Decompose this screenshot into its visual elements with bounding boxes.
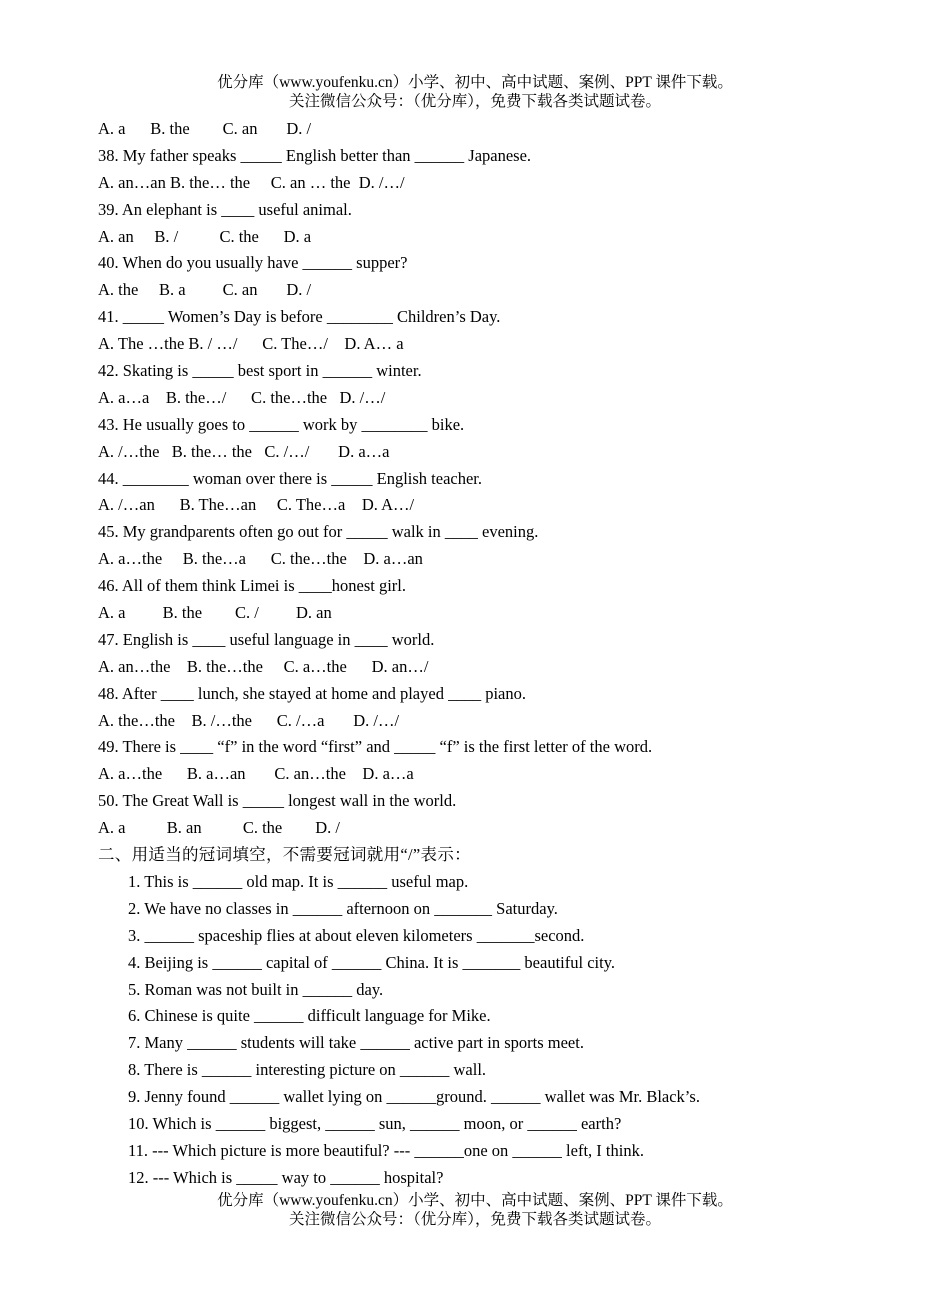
- question-41: 41. _____ Women’s Day is before ________ Children’s Day.: [98, 307, 501, 327]
- page-footer: [0, 1191, 950, 1229]
- question-45: 45. My grandparents often go out for _____ walk in ____ evening.: [98, 522, 539, 542]
- answer-options-41: A. The …the B. / …/ C. The…/ D. A… a: [98, 334, 404, 354]
- fill-item-3: 3. ______ spaceship flies at about eleven kilometers _______second.: [128, 925, 585, 945]
- question-38: 38. My father speaks _____ English better than ______ Japanese.: [98, 145, 532, 165]
- fill-item-6: 6. Chinese is quite ______ difficult language for Mike.: [128, 1006, 491, 1026]
- answer-options-48: A. the…the B. /…the C. /…a D. /…/: [98, 710, 400, 730]
- fill-item-12: 12. --- Which is _____ way to ______ hospital?: [128, 1167, 444, 1187]
- answer-options-37: A. a B. the C. an D. /: [98, 119, 312, 138]
- question-40: 40. When do you usually have ______ supper?: [98, 253, 408, 273]
- footer-line-1: 优分库（www.youfenku.cn）小学、初中、高中试题、案例、PPT 课件下载。: [217, 1192, 733, 1209]
- answer-options-39: A. an B. / C. the D. a: [98, 226, 312, 246]
- question-42: 42. Skating is _____ best sport in ______ winter.: [98, 361, 422, 381]
- question-44: 44. ________ woman over there is _____ English teacher.: [98, 468, 483, 488]
- section-2-title: 二、用适当的冠词填空，不需要冠词就用“/”表示：: [98, 845, 471, 865]
- fill-item-2: 2. We have no classes in ______ afternoon on _______ Saturday.: [128, 898, 558, 918]
- answer-options-45: A. a…the B. the…a C. the…the D. a…an: [98, 549, 423, 569]
- footer-line-2: 关注微信公众号：（优分库），免费下载各类试题试卷。: [288, 1211, 661, 1228]
- question-50: 50. The Great Wall is _____ longest wall in the world.: [98, 791, 457, 811]
- question-46: 46. All of them think Limei is ____honest girl.: [98, 576, 406, 596]
- fill-item-1: 1. This is ______ old map. It is ______ useful map.: [128, 871, 469, 891]
- question-47: 47. English is ____ useful language in ____ world.: [98, 629, 435, 649]
- fill-item-7: 7. Many ______ students will take ______ active part in sports meet.: [128, 1033, 584, 1053]
- header-line-1: 优分库（www.youfenku.cn）小学、初中、高中试题、案例、PPT 课件下载。: [217, 74, 733, 91]
- answer-options-46: A. a B. the C. / D. an: [98, 603, 332, 623]
- page-header: [0, 73, 950, 111]
- answer-options-43: A. /…the B. the… the C. /…/ D. a…a: [98, 441, 390, 461]
- answer-options-44: A. /…an B. The…an C. The…a D. A…/: [98, 495, 415, 515]
- fill-item-4: 4. Beijing is ______ capital of ______ China. It is _______ beautiful city.: [128, 952, 615, 972]
- answer-options-40: A. the B. a C. an D. /: [98, 280, 312, 300]
- header-line-2: 关注微信公众号：（优分库），免费下载各类试题试卷。: [288, 93, 661, 110]
- answer-options-42: A. a…a B. the…/ C. the…the D. /…/: [98, 387, 386, 407]
- question-39: 39. An elephant is ____ useful animal.: [98, 199, 352, 219]
- fill-item-11: 11. --- Which picture is more beautiful? --- ______one on ______ left, I think.: [128, 1140, 644, 1160]
- question-48: 48. After ____ lunch, she stayed at home and played ____ piano.: [98, 683, 526, 703]
- fill-item-8: 8. There is ______ interesting picture on ______ wall.: [128, 1060, 487, 1080]
- answer-options-49: A. a…the B. a…an C. an…the D. a…a: [98, 764, 414, 784]
- answer-options-47: A. an…the B. the…the C. a…the D. an…/: [98, 656, 429, 676]
- fill-item-10: 10. Which is ______ biggest, ______ sun, ______ moon, or ______ earth?: [128, 1113, 622, 1133]
- fill-item-9: 9. Jenny found ______ wallet lying on ______ground. ______ wallet was Mr. Black’s.: [128, 1087, 700, 1107]
- question-49: 49. There is ____ “f” in the word “first” and _____ “f” is the first letter of the word.: [98, 737, 653, 757]
- answer-options-38: A. an…an B. the… the C. an … the D. /…/: [98, 172, 405, 192]
- fill-item-5: 5. Roman was not built in ______ day.: [128, 979, 384, 999]
- document-body: [98, 116, 858, 1192]
- answer-options-50: A. a B. an C. the D. /: [98, 818, 340, 838]
- question-43: 43. He usually goes to ______ work by ________ bike.: [98, 414, 465, 434]
